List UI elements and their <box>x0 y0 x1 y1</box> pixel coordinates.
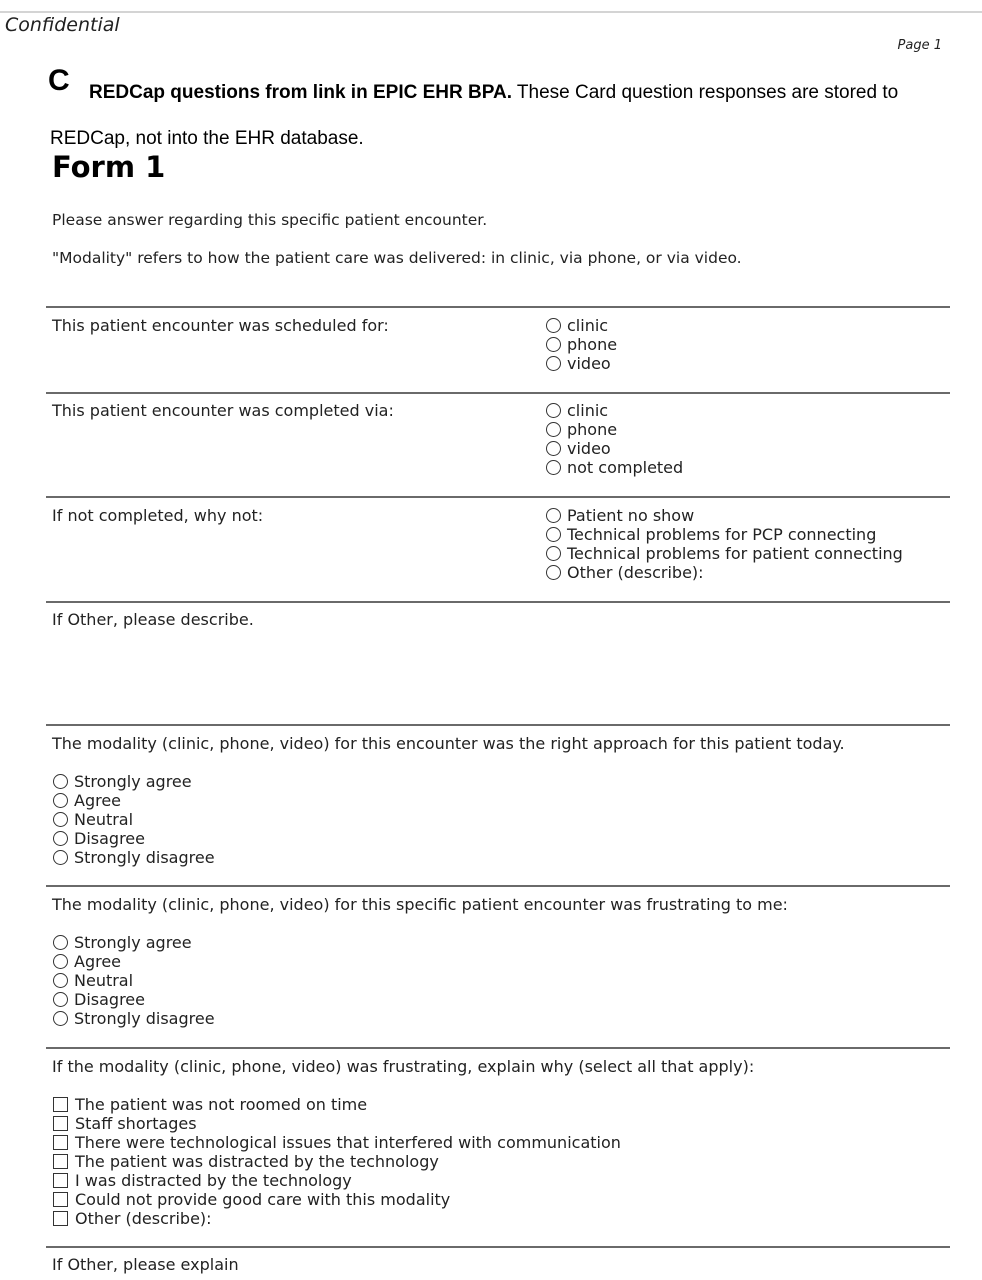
radio-option[interactable] <box>546 544 903 563</box>
radio-option[interactable] <box>546 458 683 477</box>
question-not-completed-label: If not completed, why not: <box>52 506 264 525</box>
section-divider <box>46 885 950 887</box>
option-label: Other (describe): <box>567 563 704 582</box>
option-label: Strongly disagree <box>74 1009 215 1028</box>
option-label: clinic <box>567 401 609 420</box>
option-label: Neutral <box>74 810 134 829</box>
instruction-1: Please answer regarding this specific patient encounter. <box>52 211 488 229</box>
option-label: I was distracted by the technology <box>75 1171 352 1190</box>
radio-option[interactable] <box>53 1009 215 1028</box>
top-rule <box>0 11 982 13</box>
question-right-approach-options <box>53 772 215 867</box>
radio-option[interactable] <box>546 335 617 354</box>
option-label: phone <box>567 335 618 354</box>
radio-button[interactable] <box>53 992 68 1007</box>
option-label: Other (describe): <box>75 1209 212 1228</box>
radio-option[interactable] <box>53 848 215 867</box>
option-label: video <box>567 439 611 458</box>
radio-option[interactable] <box>53 791 215 810</box>
question-frustration-reasons-options <box>53 1095 621 1228</box>
checkbox-option[interactable] <box>53 1190 621 1209</box>
radio-option[interactable] <box>546 316 617 335</box>
checkbox[interactable] <box>53 1154 68 1169</box>
radio-button[interactable] <box>546 403 561 418</box>
question-scheduled-options <box>546 316 617 373</box>
section-divider <box>46 1246 950 1248</box>
instruction-2: "Modality" refers to how the patient care was delivered: in clinic, via phone, or via video. <box>52 249 742 267</box>
radio-button[interactable] <box>53 954 68 969</box>
option-label: Strongly agree <box>74 772 192 791</box>
option-label: Strongly agree <box>74 933 192 952</box>
panel-intro <box>50 70 930 162</box>
checkbox[interactable] <box>53 1173 68 1188</box>
radio-option[interactable] <box>53 829 215 848</box>
option-label: Disagree <box>74 829 145 848</box>
checkbox-option[interactable] <box>53 1152 621 1171</box>
panel-intro-bold: REDCap questions from link in EPIC EHR BPA. <box>89 82 512 103</box>
checkbox[interactable] <box>53 1116 68 1131</box>
option-label: Agree <box>74 791 122 810</box>
option-label: Patient no show <box>567 506 695 525</box>
radio-option[interactable] <box>546 401 683 420</box>
checkbox-option[interactable] <box>53 1095 621 1114</box>
question-frustration-reasons-label: If the modality (clinic, phone, video) was frustrating, explain why (select all that apply): <box>52 1057 755 1076</box>
radio-button[interactable] <box>546 422 561 437</box>
radio-button[interactable] <box>546 527 561 542</box>
checkbox[interactable] <box>53 1097 68 1112</box>
checkbox[interactable] <box>53 1211 68 1226</box>
option-label: Staff shortages <box>75 1114 197 1133</box>
radio-option[interactable] <box>546 506 903 525</box>
radio-button[interactable] <box>53 793 68 808</box>
checkbox-option[interactable] <box>53 1171 621 1190</box>
panel-letter: C <box>48 64 70 97</box>
radio-button[interactable] <box>546 508 561 523</box>
radio-option[interactable] <box>546 525 903 544</box>
option-label: video <box>567 354 611 373</box>
option-label: The patient was distracted by the technology <box>75 1152 439 1171</box>
checkbox-option[interactable] <box>53 1209 621 1228</box>
option-label: not completed <box>567 458 684 477</box>
radio-button[interactable] <box>546 337 561 352</box>
radio-button[interactable] <box>53 935 68 950</box>
section-divider <box>46 724 950 726</box>
checkbox-option[interactable] <box>53 1133 621 1152</box>
radio-button[interactable] <box>546 460 561 475</box>
radio-option[interactable] <box>53 971 215 990</box>
radio-button[interactable] <box>546 441 561 456</box>
radio-option[interactable] <box>546 563 903 582</box>
option-label: Could not provide good care with this modality <box>75 1190 451 1209</box>
radio-option[interactable] <box>546 354 617 373</box>
question-not-completed-options <box>546 506 903 582</box>
radio-button[interactable] <box>53 812 68 827</box>
panel-intro-rest: These Card question responses are stored to REDCap, not into the EHR database. <box>50 82 899 149</box>
radio-button[interactable] <box>53 973 68 988</box>
option-label: The patient was not roomed on time <box>75 1095 368 1114</box>
radio-option[interactable] <box>546 439 683 458</box>
checkbox[interactable] <box>53 1135 68 1150</box>
radio-button[interactable] <box>53 1011 68 1026</box>
section-divider <box>46 1047 950 1049</box>
radio-option[interactable] <box>53 810 215 829</box>
form-title: Form 1 <box>52 150 166 184</box>
section-divider <box>46 392 950 394</box>
checkbox[interactable] <box>53 1192 68 1207</box>
section-divider <box>46 601 950 603</box>
option-label: clinic <box>567 316 609 335</box>
radio-option[interactable] <box>53 990 215 1009</box>
radio-button[interactable] <box>53 774 68 789</box>
section-divider <box>46 496 950 498</box>
option-label: phone <box>567 420 618 439</box>
question-other-explain-label: If Other, please explain <box>52 1255 239 1274</box>
option-label: Disagree <box>74 990 145 1009</box>
question-completed-label: This patient encounter was completed via: <box>52 401 394 420</box>
question-frustrating-label: The modality (clinic, phone, video) for this specific patient encounter was frustrating to me: <box>52 895 788 914</box>
option-label: Strongly disagree <box>74 848 215 867</box>
section-divider <box>46 306 950 308</box>
radio-option[interactable] <box>53 772 215 791</box>
question-completed-options <box>546 401 683 477</box>
page-number: Page 1 <box>897 38 942 53</box>
radio-button[interactable] <box>546 318 561 333</box>
radio-button[interactable] <box>53 850 68 865</box>
checkbox-option[interactable] <box>53 1114 621 1133</box>
radio-option[interactable] <box>53 952 215 971</box>
radio-option[interactable] <box>546 420 683 439</box>
radio-button[interactable] <box>546 546 561 561</box>
question-other-describe-label: If Other, please describe. <box>52 610 254 629</box>
radio-button[interactable] <box>546 356 561 371</box>
radio-button[interactable] <box>546 565 561 580</box>
option-label: Neutral <box>74 971 134 990</box>
confidential-label: Confidential <box>5 14 120 36</box>
option-label: There were technological issues that interfered with communication <box>75 1133 621 1152</box>
option-label: Technical problems for PCP connecting <box>567 525 877 544</box>
question-frustrating-options <box>53 933 215 1028</box>
radio-option[interactable] <box>53 933 215 952</box>
option-label: Agree <box>74 952 122 971</box>
question-scheduled-label: This patient encounter was scheduled for: <box>52 316 389 335</box>
question-right-approach-label: The modality (clinic, phone, video) for this encounter was the right approach for this patient today. <box>52 734 845 753</box>
option-label: Technical problems for patient connecting <box>567 544 903 563</box>
radio-button[interactable] <box>53 831 68 846</box>
